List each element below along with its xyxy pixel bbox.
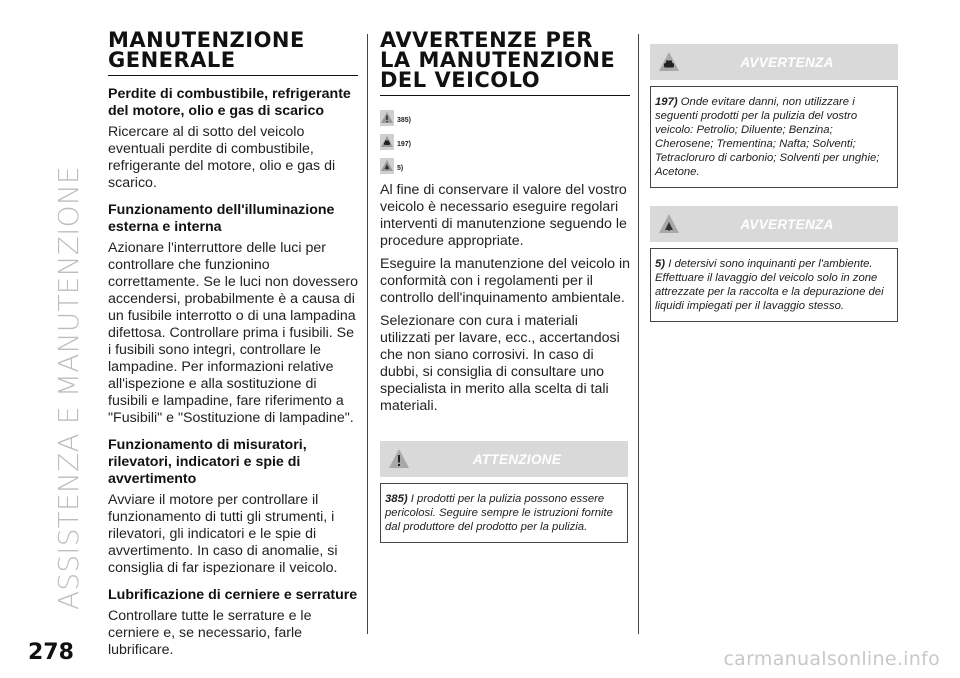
warning-header	[650, 44, 898, 80]
warning-title: AVVERTENZA	[740, 216, 834, 232]
warning-body	[650, 86, 898, 188]
warning-ref-number: 5)	[655, 258, 666, 270]
reference-label: 197)	[397, 141, 412, 148]
car-warning-icon	[380, 134, 394, 150]
attention-title: ATTENZIONE	[472, 451, 562, 467]
warning-box-cleaning-products	[650, 44, 898, 188]
warning-ref-number: 197)	[655, 96, 678, 108]
reference-list	[380, 104, 630, 174]
reference-item[interactable]	[380, 104, 630, 126]
paragraph-maintain-value: Al fine di conservare il valore del vostro veicolo è necessario eseguire regolari interventi di manutenzione seguendo le procedure appropriate.	[380, 182, 627, 249]
paragraph-gauges: Avviare il motore per controllare il funzionamento di tutti gli strumenti, i rilevatori, gli indicatori e le spie di avvertimento. In caso di anomalie, si consiglia di far ispezionare il veicolo.	[108, 492, 338, 576]
paragraph-lighting: Azionare l'interruttore delle luci per controllare che funzionino correttamente. Se le luci non dovessero accendersi, probabilmente è a causa di un fusibile interrotto o di una lampadina difettosa. Controllare prima i fusibili. Se i fusibili sono integri, controllare le lampadine. Per informazioni relative all'ispezione e alla sostituzione di fusibili e lampadine, fare riferimento a "Fusibili" e "Sostituzione di lampadine".	[108, 240, 358, 426]
warning-triangle-icon	[388, 447, 410, 471]
reference-item[interactable]	[380, 128, 630, 150]
subheading-lighting: Funzionamento dell'illuminazione esterna e interna	[108, 202, 335, 235]
heading-maintenance-warnings: AVVERTENZE PER LA MANUTENZIONE DEL VEICOLO	[380, 30, 630, 96]
warning-box-detergents	[650, 206, 898, 322]
environment-icon	[658, 212, 680, 236]
reference-label: 385)	[397, 117, 412, 124]
environment-icon	[380, 158, 394, 174]
warning-text: I detersivi sono inquinanti per l'ambiente. Effettuare il lavaggio del veicolo solo in zone attrezzate per la raccolta e la depurazione dei liquidi impiegati per il lavaggio stesso.	[655, 258, 884, 312]
column-warning-boxes	[650, 44, 900, 322]
column-maintenance-warnings	[380, 30, 630, 543]
warning-header	[650, 206, 898, 242]
warning-triangle-icon	[380, 110, 394, 126]
subheading-lubrication: Lubrificazione di cerniere e serrature	[108, 587, 358, 603]
paragraph-lubrication: Controllare tutte le serrature e le cerniere e, se necessario, farle lubrificare.	[108, 608, 312, 658]
attention-text: I prodotti per la pulizia possono essere pericolosi. Seguire sempre le istruzioni fornite dal produttore del prodotto per la pulizia.	[385, 493, 613, 533]
warning-text: Onde evitare danni, non utilizzare i seguenti prodotti per la pulizia del vostro veicolo: Petrolio; Diluente; Benzina; Cherosene; Trementina; Nafta; Solventi; Tetracloruro di carbonio; Solventi per unghie; Acetone.	[655, 96, 880, 178]
column-general-maintenance	[108, 30, 358, 665]
attention-header	[380, 441, 628, 477]
page-number: 278	[28, 640, 74, 665]
section-side-title: ASSISTENZA E MANUTENZIONE	[52, 166, 85, 610]
car-warning-icon	[658, 50, 680, 74]
attention-ref-number: 385)	[385, 493, 408, 505]
reference-label: 5)	[397, 165, 404, 172]
subheading-leaks: Perdite di combustibile, refrigerante del motore, olio e gas di scarico	[108, 86, 351, 119]
paragraph-materials: Selezionare con cura i materiali utilizzati per lavare, ecc., accertandosi che non siano corrosivi. In caso di dubbi, si consiglia di consultare uno specialista in merito alla scelta di tali materiali.	[380, 313, 620, 414]
column-divider	[638, 34, 639, 634]
warning-title: AVVERTENZA	[740, 54, 834, 70]
attention-box	[380, 441, 628, 543]
column-divider	[367, 34, 368, 634]
paragraph-pollution-regulations: Eseguire la manutenzione del veicolo in conformità con i regolamenti per il controllo dell'inquinamento ambientale.	[380, 256, 631, 306]
reference-item[interactable]	[380, 152, 630, 174]
warning-body	[650, 248, 898, 322]
subheading-gauges: Funzionamento di misuratori, rilevatori, indicatori e spie di avvertimento	[108, 437, 307, 487]
attention-body	[380, 483, 628, 543]
heading-general-maintenance: MANUTENZIONE GENERALE	[108, 30, 358, 76]
watermark: carmanualsonline.info	[723, 648, 940, 670]
paragraph-leaks: Ricercare al di sotto del veicolo eventuali perdite di combustibile, refrigerante del motore, olio e gas di scarico.	[108, 124, 336, 191]
